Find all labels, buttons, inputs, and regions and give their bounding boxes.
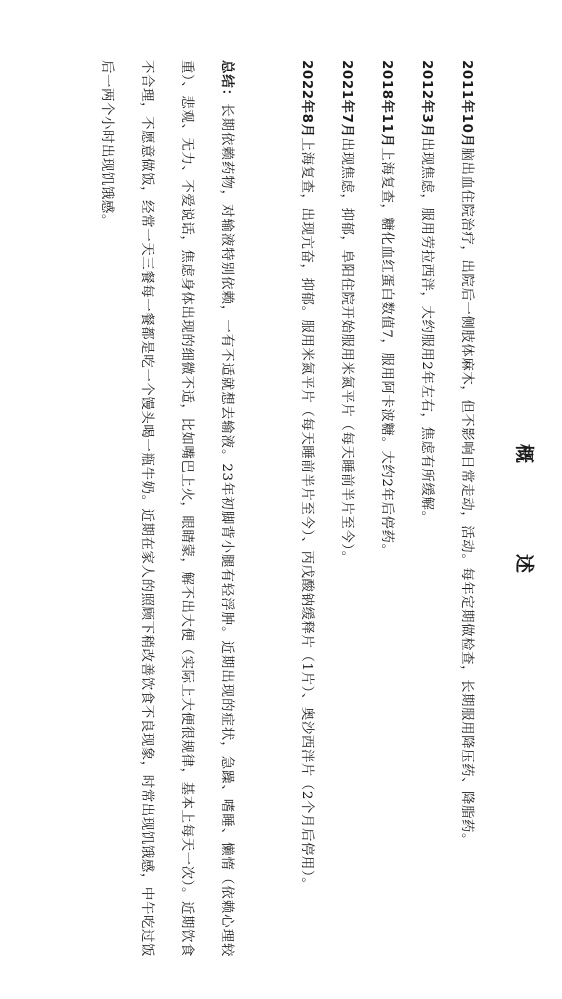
history-date: 2018年11月 (379, 60, 394, 148)
history-text: 出现焦虑，抑郁，阜阳住院开始服用米氮平片（每天睡前半片至今）。 (339, 137, 354, 565)
history-text: 脑出血住院治疗，出院后一侧肢体麻木，但不影响日常走动，活动。每年定期做检查，长期服用降压药、降脂药。 (459, 147, 474, 848)
history-entry-2012 (406, 60, 446, 957)
paragraph-spacer (246, 60, 286, 957)
history-entry-2021 (326, 60, 366, 957)
history-text: 出现焦虑，服用劳拉西泮，大约服用2年左右，焦虑有所缓解。 (419, 137, 434, 525)
history-date: 2012年3月 (419, 60, 434, 138)
summary-paragraph (86, 60, 246, 957)
history-entry-2011 (446, 60, 486, 957)
history-text: 上海复查，糖化血红蛋白数值7，服用阿卡波糖。大约2年后停药。 (379, 147, 394, 558)
summary-text: 长期依赖药物，对输液特别依赖，一有不适就想去输液。23年初脚背小腿有轻浮肿。近期出现的症状，急躁、嗜睡、懒惰（依赖心理较重）、悲观、无力、不爱说话，焦虑身体出现的细微不适，比如嘴巴上火，眼睛蒙，解不出大便（实际上大便很规律，基本上每天一次）。近期饮食不合理，不愿意做饭，经常一天三餐每一餐都是吃一个馒头喝一瓶牛奶。近期在家人的照顾下稍改善饮食不良现象，时常出现饥饿感，中午吃过饭后一两个小时出现饥饿感。 (99, 60, 234, 957)
history-entry-2018 (366, 60, 406, 957)
history-date: 2021年7月 (339, 60, 354, 138)
history-date: 2011年10月 (459, 60, 474, 148)
page-title: 概 述 (513, 443, 535, 609)
history-entry-2022 (286, 60, 326, 957)
summary-label: 总结： (219, 60, 234, 104)
history-date: 2022年8月 (299, 60, 314, 138)
history-text: 上海复查，出现亢奋，抑郁。服用米氮平片（每天睡前半片至今）、丙戊酸钠缓释片（1片）、奥沙西泮片（2个月后停用）。 (299, 137, 314, 892)
